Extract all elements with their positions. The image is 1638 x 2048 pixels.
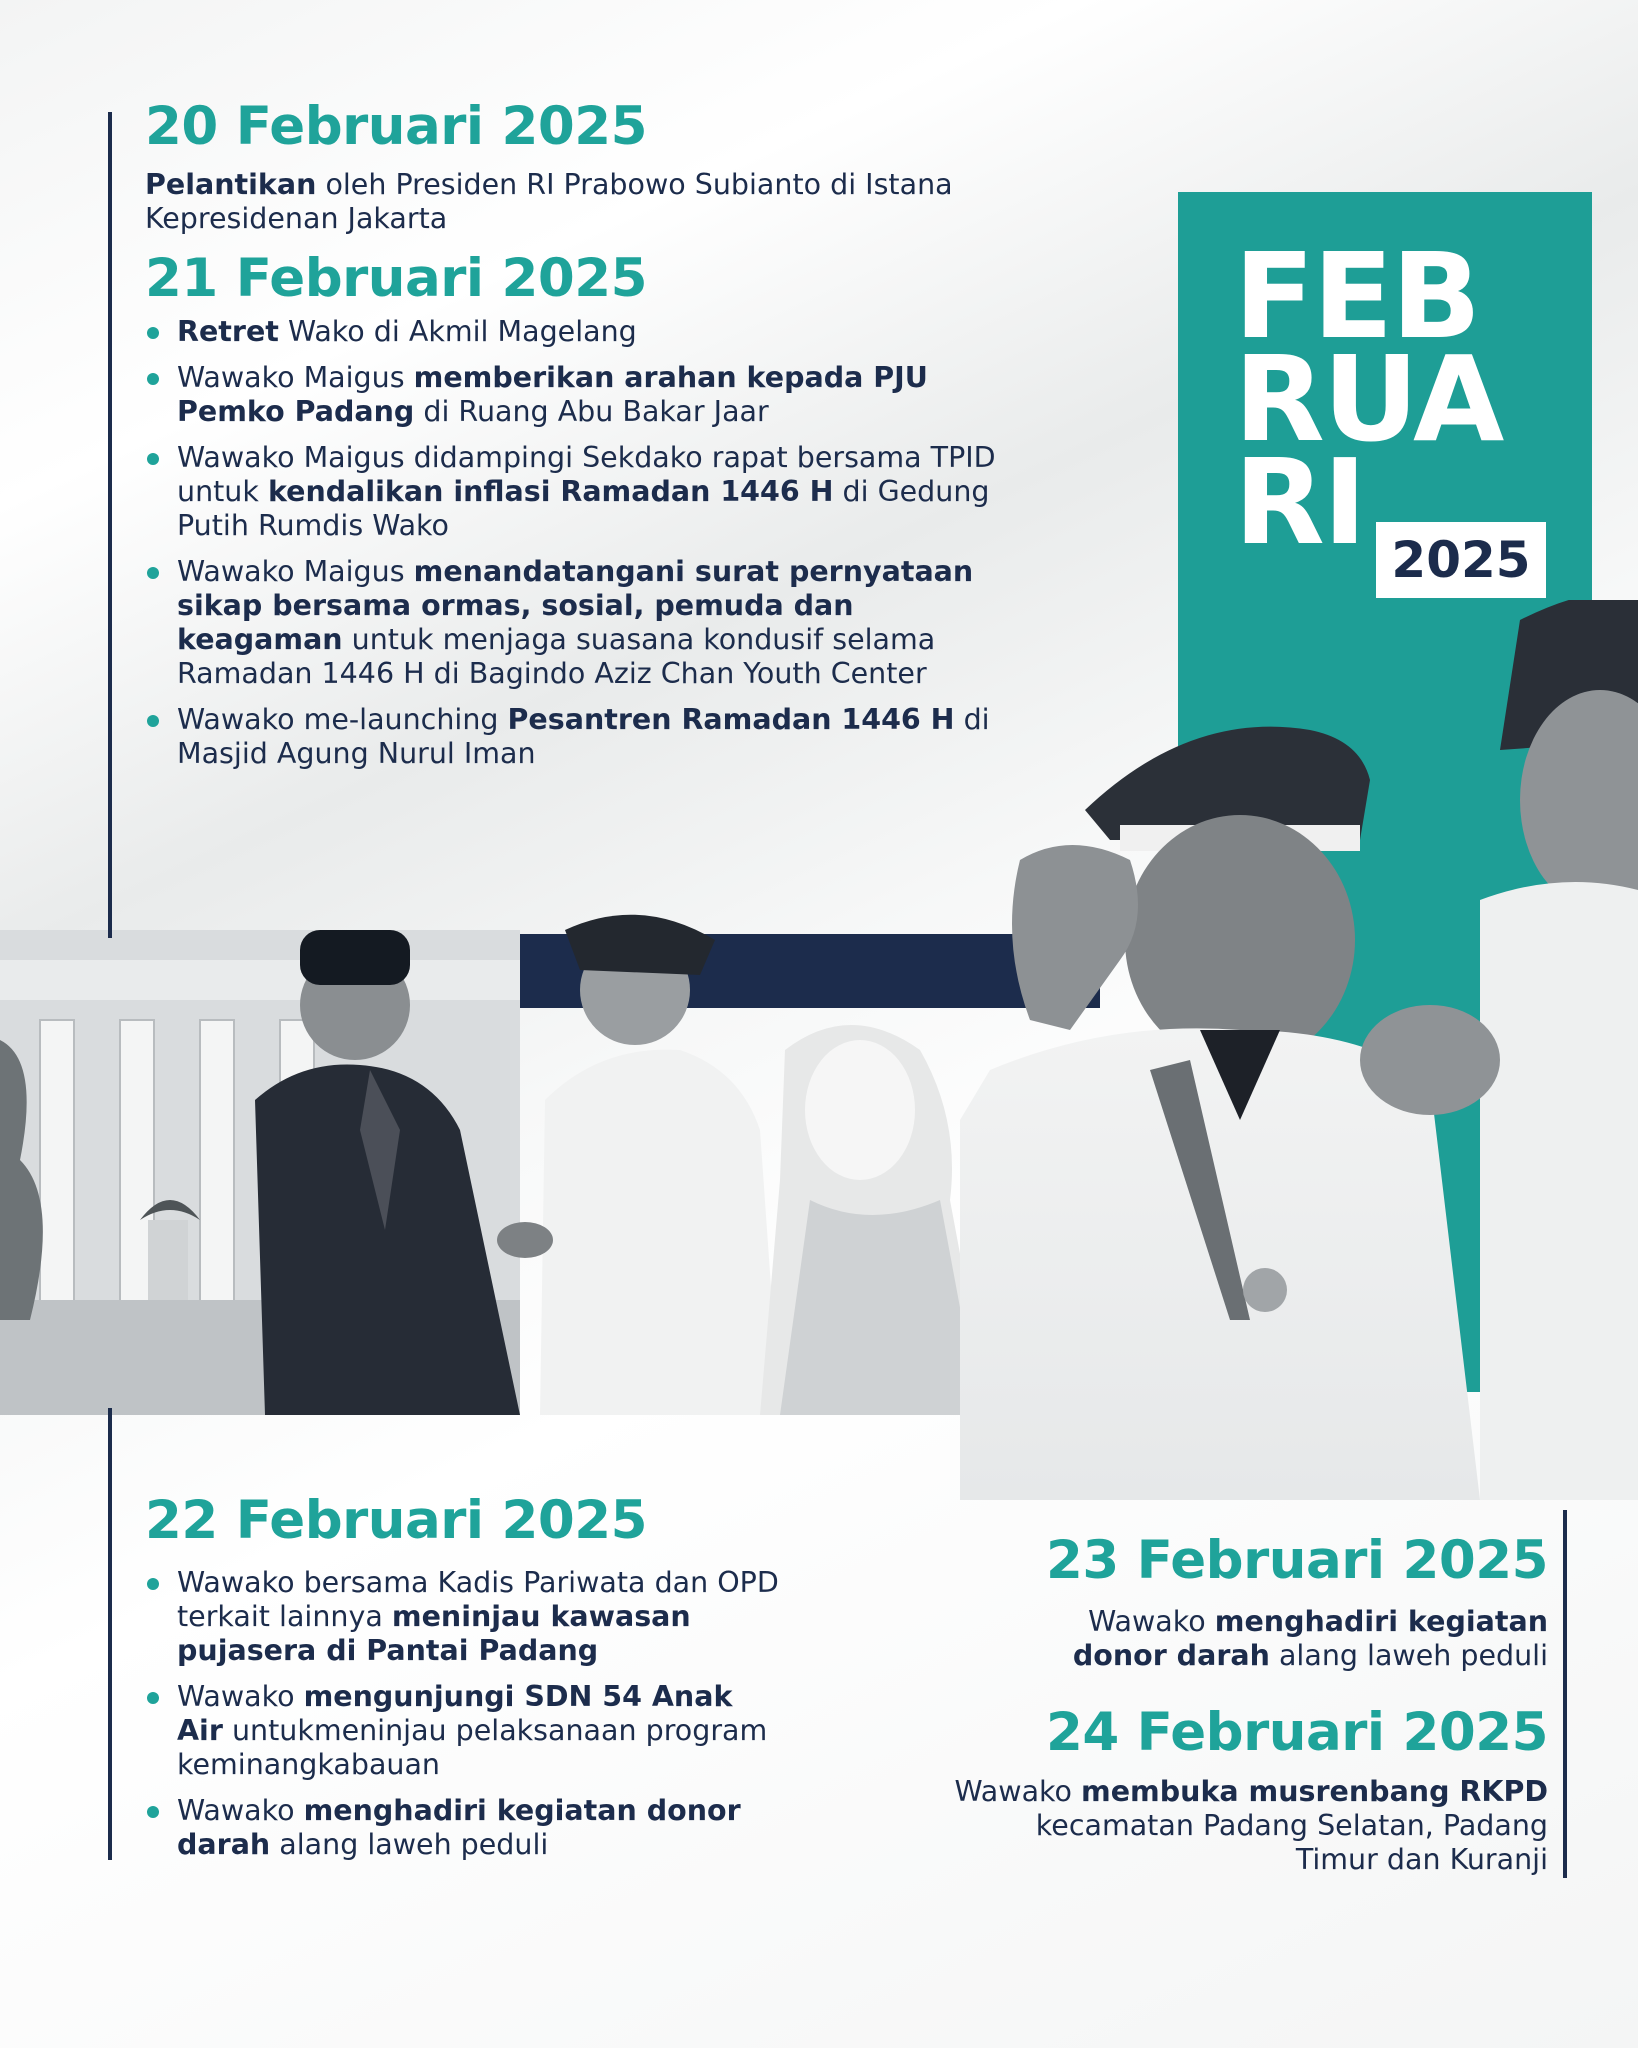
- list-item: Wawako Maigus menandatangani surat pernyataan sikap bersama ormas, sosial, pemuda dan keagaman untuk menjaga suasana kondusif selama Ramadan 1446 H di Bagindo Aziz Chan Youth Center: [145, 555, 1025, 691]
- list-item: Wawako bersama Kadis Pariwata dan OPD terkait lainnya meninjau kawasan pujasera di Pantai Padang: [145, 1566, 785, 1668]
- list-item: Wawako menghadiri kegiatan donor darah alang laweh peduli: [145, 1794, 785, 1862]
- list-item: Wawako mengunjungi SDN 54 Anak Air untukmeninjau pelaksanaan program keminangkabauan: [145, 1680, 785, 1782]
- date-24-feb: 24 Februari 2025: [1045, 1702, 1548, 1763]
- timeline-line-right: [1563, 1510, 1567, 1878]
- list-item: Retret Wako di Akmil Magelang: [145, 315, 1025, 349]
- entry-23-feb-text: Wawako menghadiri kegiatan donor darah alang laweh peduli: [1072, 1605, 1548, 1672]
- entry-22-feb-list: [145, 1566, 785, 1874]
- photo-handshake: [0, 900, 990, 1415]
- date-20-feb: 20 Februari 2025: [145, 96, 648, 157]
- entry-20-feb-text: [145, 168, 965, 236]
- date-23-feb: 23 Februari 2025: [1045, 1530, 1548, 1591]
- entry-20-feb-rest: oleh Presiden RI Prabowo Subianto di Istana Kepresidenan Jakarta: [145, 168, 953, 235]
- list-item: Wawako Maigus didampingi Sekdako rapat bersama TPID untuk kendalikan inflasi Ramadan 1446 H di Gedung Putih Rumdis Wako: [145, 441, 1025, 543]
- list-item: Wawako me-launching Pesantren Ramadan 1446 H di Masjid Agung Nurul Iman: [145, 703, 1025, 771]
- year-badge: 2025: [1376, 522, 1546, 598]
- entry-20-feb-bold: Pelantikan: [145, 168, 317, 201]
- list-item: Wawako Maigus memberikan arahan kepada PJU Pemko Padang di Ruang Abu Bakar Jaar: [145, 361, 1025, 429]
- month-line-3: RI: [1234, 433, 1365, 571]
- date-22-feb: 22 Februari 2025: [145, 1490, 648, 1551]
- timeline-line-bottom: [108, 1408, 112, 1860]
- entry-24-feb-text: Wawako membuka musrenbang RKPD kecamatan Padang Selatan, Padang Timur dan Kuranji: [954, 1775, 1548, 1876]
- month-line-2: RUA: [1234, 330, 1503, 468]
- timeline-line-top: [108, 112, 112, 938]
- month-line-1: FEB: [1234, 227, 1480, 365]
- date-21-feb: 21 Februari 2025: [145, 248, 648, 309]
- entry-21-feb-list: [145, 315, 1025, 783]
- photo-officials: [960, 600, 1638, 1500]
